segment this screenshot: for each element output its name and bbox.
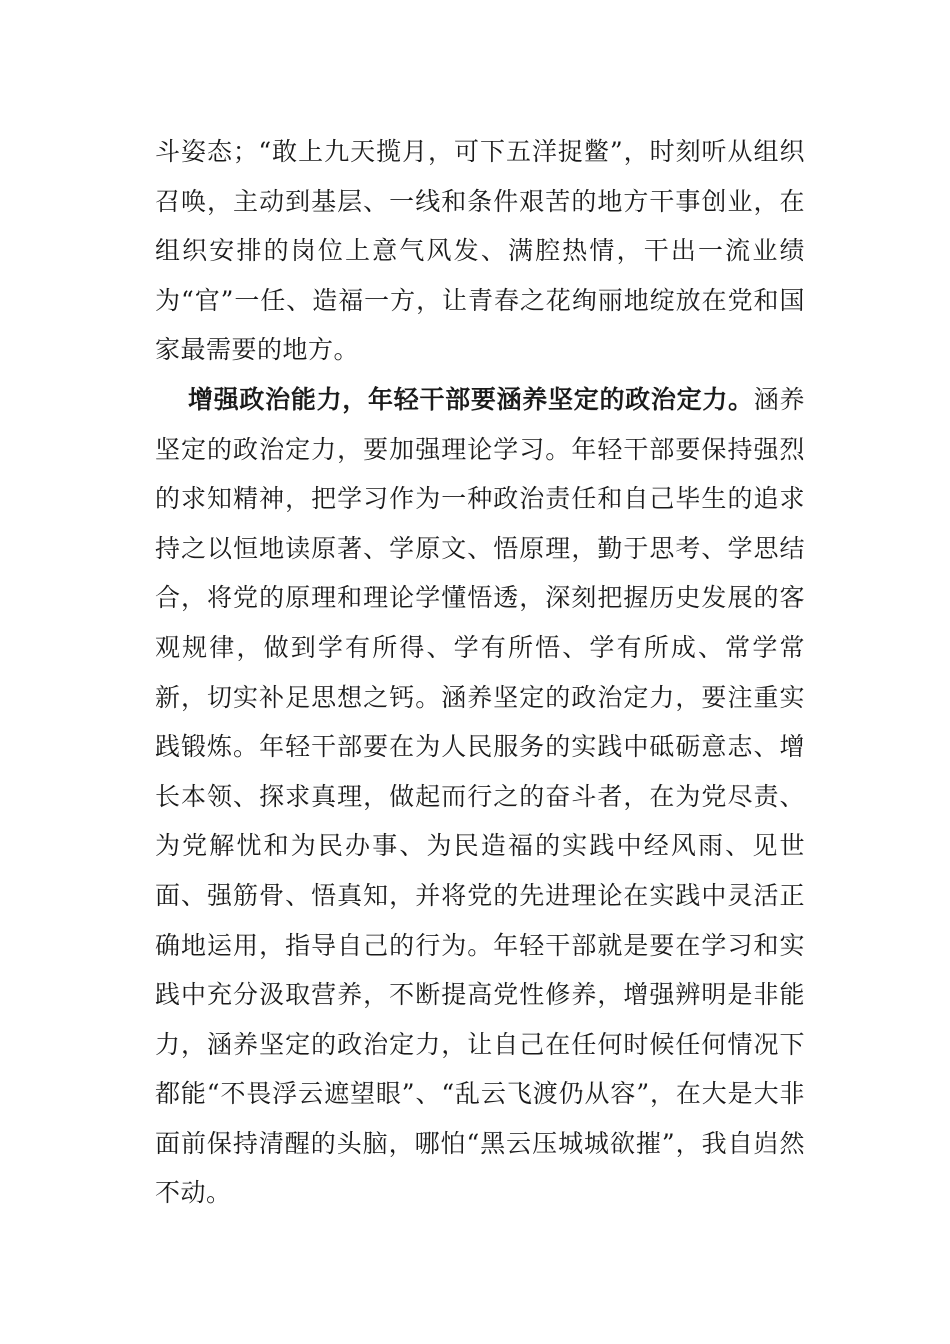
paragraph-lead-sentence: 增强政治能力，年轻干部要涵养坚定的政治定力。 [188, 384, 754, 414]
paragraph-political-ability [155, 375, 805, 1218]
paragraph-text: 斗姿态；“敢上九天揽月，可下五洋捉鳖”，时刻听从组织召唤，主动到基层、一线和条件艰苦的地方干事创业，在组织安排的岗位上意气风发、满腔热情，干出一流业绩为“官”一任、造福一方，让青春之花绚丽地绽放在党和国家最需要的地方。 [155, 137, 805, 365]
paragraph-text: 涵养坚定的政治定力，要加强理论学习。年轻干部要保持强烈的求知精神，把学习作为一种政治责任和自己毕生的追求持之以恒地读原著、学原文、悟原理，勤于思考、学思结合，将党的原理和理论学懂悟透，深刻把握历史发展的客观规律，做到学有所得、学有所悟、学有所成、常学常新，切实补足思想之钙。涵养坚定的政治定力，要注重实践锻炼。年轻干部要在为人民服务的实践中砥砺意志、增长本领、探求真理，做起而行之的奋斗者，在为党尽责、为党解忧和为民办事、为民造福的实践中经风雨、见世面、强筋骨、悟真知，并将党的先进理论在实践中灵活正确地运用，指导自己的行为。年轻干部就是要在学习和实践中充分汲取营养，不断提高党性修养，增强辨明是非能力，涵养坚定的政治定力，让自己在任何时候任何情况下都能“不畏浮云遮望眼”、“乱云飞渡仍从容”，在大是大非面前保持清醒的头脑，哪怕“黑云压城城欲摧”，我自岿然不动。 [155, 384, 805, 1208]
document-body [155, 127, 805, 1218]
paragraph-continuation [155, 127, 805, 375]
